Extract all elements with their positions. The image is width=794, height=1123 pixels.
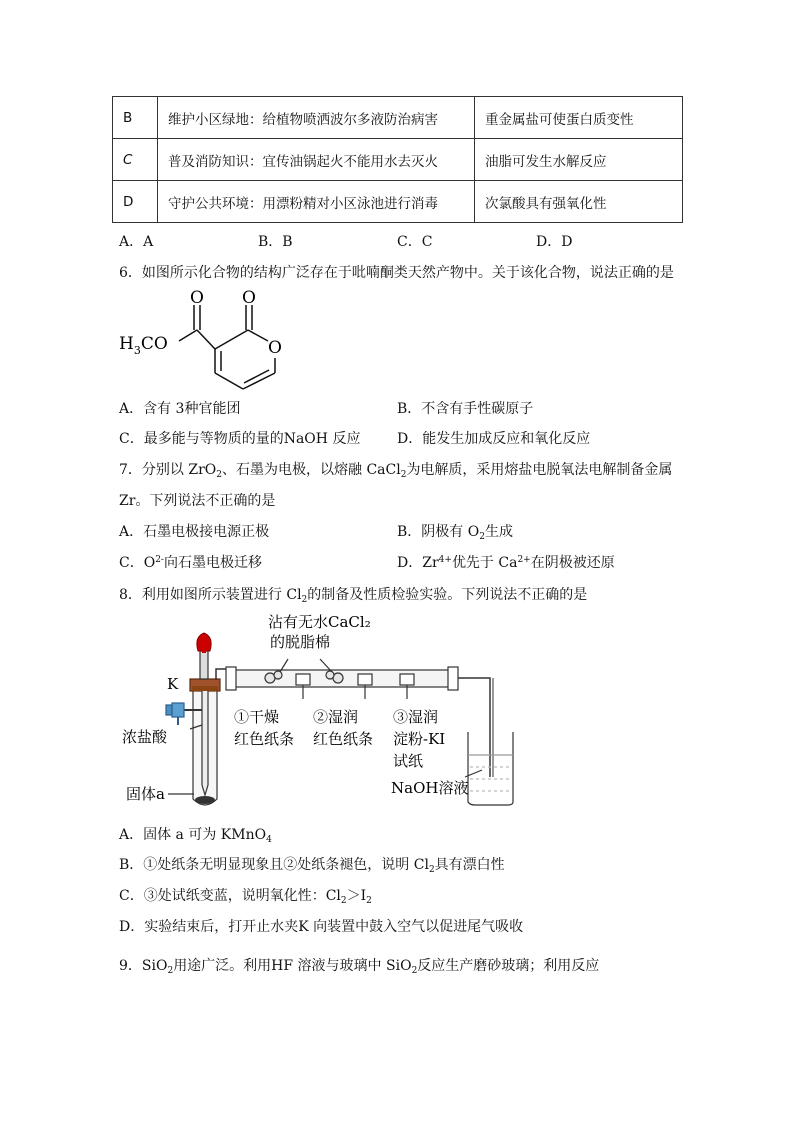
q6-stem: 6．如图所示化合物的结构广泛存在于吡喃酮类天然产物中。关于该化合物，说法正确的是 bbox=[119, 265, 674, 281]
q7-option-b: B．阴极有 $O_2$生成 bbox=[397, 524, 513, 542]
label-strip-3a: ③湿润 bbox=[393, 708, 439, 726]
q5-option-b: B．B bbox=[258, 234, 293, 250]
q7-stem: 7．分别以 ZrO$_2$、石墨为电极，以熔融 CaCl$_2$为电解质，采用熔盐电脱氧法电解制备金属 bbox=[119, 462, 673, 480]
q5-option-c: C．C bbox=[397, 234, 433, 250]
row-letter: C bbox=[113, 139, 158, 181]
q6-structure-diagram bbox=[115, 283, 305, 393]
q7-option-c: C．$O^{2-}$向石墨电极迁移 bbox=[119, 555, 262, 571]
ring-oxygen: O bbox=[268, 338, 282, 358]
label-acid: 浓盐酸 bbox=[122, 728, 168, 746]
row-reason: 次氯酸具有强氧化性 bbox=[475, 181, 683, 223]
options-table bbox=[112, 96, 683, 223]
row-letter: B bbox=[113, 97, 158, 139]
q6-option-a: A．含有 3种官能团 bbox=[119, 401, 241, 417]
q8-stem: 8．利用如图所示装置进行 $Cl_2$的制备及性质检验实验。下列说法不正确的是 bbox=[119, 587, 588, 605]
q7-stem-line2: Zr。下列说法不正确的是 bbox=[119, 493, 276, 509]
table-row bbox=[113, 139, 683, 181]
carbonyl-oxygen-2: O bbox=[242, 288, 256, 308]
q6-option-b: B．不含有手性碳原子 bbox=[397, 401, 534, 417]
q7-option-a: A．石墨电极接电源正极 bbox=[119, 524, 270, 540]
label-solid-a: 固体a bbox=[126, 785, 165, 803]
row-activity: 普及消防知识：宜传油锅起火不能用水去灭火 bbox=[158, 139, 475, 181]
q8-option-b: B．①处纸条无明显现象且②处纸条褪色，说明 $Cl_2$具有漂白性 bbox=[119, 857, 505, 875]
label-strip-2a: ②湿润 bbox=[313, 708, 359, 726]
q7-option-d: D．$Zr^{4+}$优先于 $Ca^{2+}$在阴极被还原 bbox=[397, 555, 615, 571]
q8-option-a: A．固体 a 可为 KMnO$_4$ bbox=[119, 827, 272, 845]
label-naoh: NaOH溶液 bbox=[391, 779, 469, 797]
q9-stem: 9．SiO$_2$用途广泛。利用HF 溶液与玻璃中 SiO$_2$反应生产磨砂玻璃；利用反应 bbox=[119, 958, 600, 976]
label-k: K bbox=[167, 675, 179, 693]
row-reason: 重金属盐可使蛋白质变性 bbox=[475, 97, 683, 139]
label-strip-1a: ①干燥 bbox=[234, 708, 280, 726]
methoxy-group: $H_3CO$ bbox=[119, 334, 168, 357]
label-strip-3c: 试纸 bbox=[393, 752, 424, 770]
label-strip-2b: 红色纸条 bbox=[313, 730, 374, 748]
label-cotton-1: 沾有无水CaCl₂ bbox=[268, 613, 371, 631]
label-cotton-2: 的脱脂棉 bbox=[270, 633, 331, 651]
q6-option-c: C．最多能与等物质的量的NaOH 反应 bbox=[119, 431, 361, 447]
table-row bbox=[113, 181, 683, 223]
q8-option-c: C．③处试纸变蓝，说明氧化性：$Cl_2>I_2$ bbox=[119, 888, 372, 906]
label-strip-1b: 红色纸条 bbox=[234, 730, 295, 748]
carbonyl-oxygen-1: O bbox=[190, 288, 204, 308]
q8-apparatus-diagram bbox=[110, 607, 515, 817]
q8-option-d: D．实验结束后，打开止水夹K 向装置中鼓入空气以促进尾气吸收 bbox=[119, 919, 524, 935]
q5-option-a: A．A bbox=[119, 234, 154, 250]
table-row bbox=[113, 97, 683, 139]
q6-option-d: D．能发生加成反应和氧化反应 bbox=[397, 431, 591, 447]
row-activity: 维护小区绿地：给植物喷洒波尔多液防治病害 bbox=[158, 97, 475, 139]
row-activity: 守护公共环境：用漂粉精对小区泳池进行消毒 bbox=[158, 181, 475, 223]
row-letter: D bbox=[113, 181, 158, 223]
row-reason: 油脂可发生水解反应 bbox=[475, 139, 683, 181]
q5-option-d: D．D bbox=[536, 234, 573, 250]
label-strip-3b: 淀粉-KI bbox=[393, 730, 446, 748]
